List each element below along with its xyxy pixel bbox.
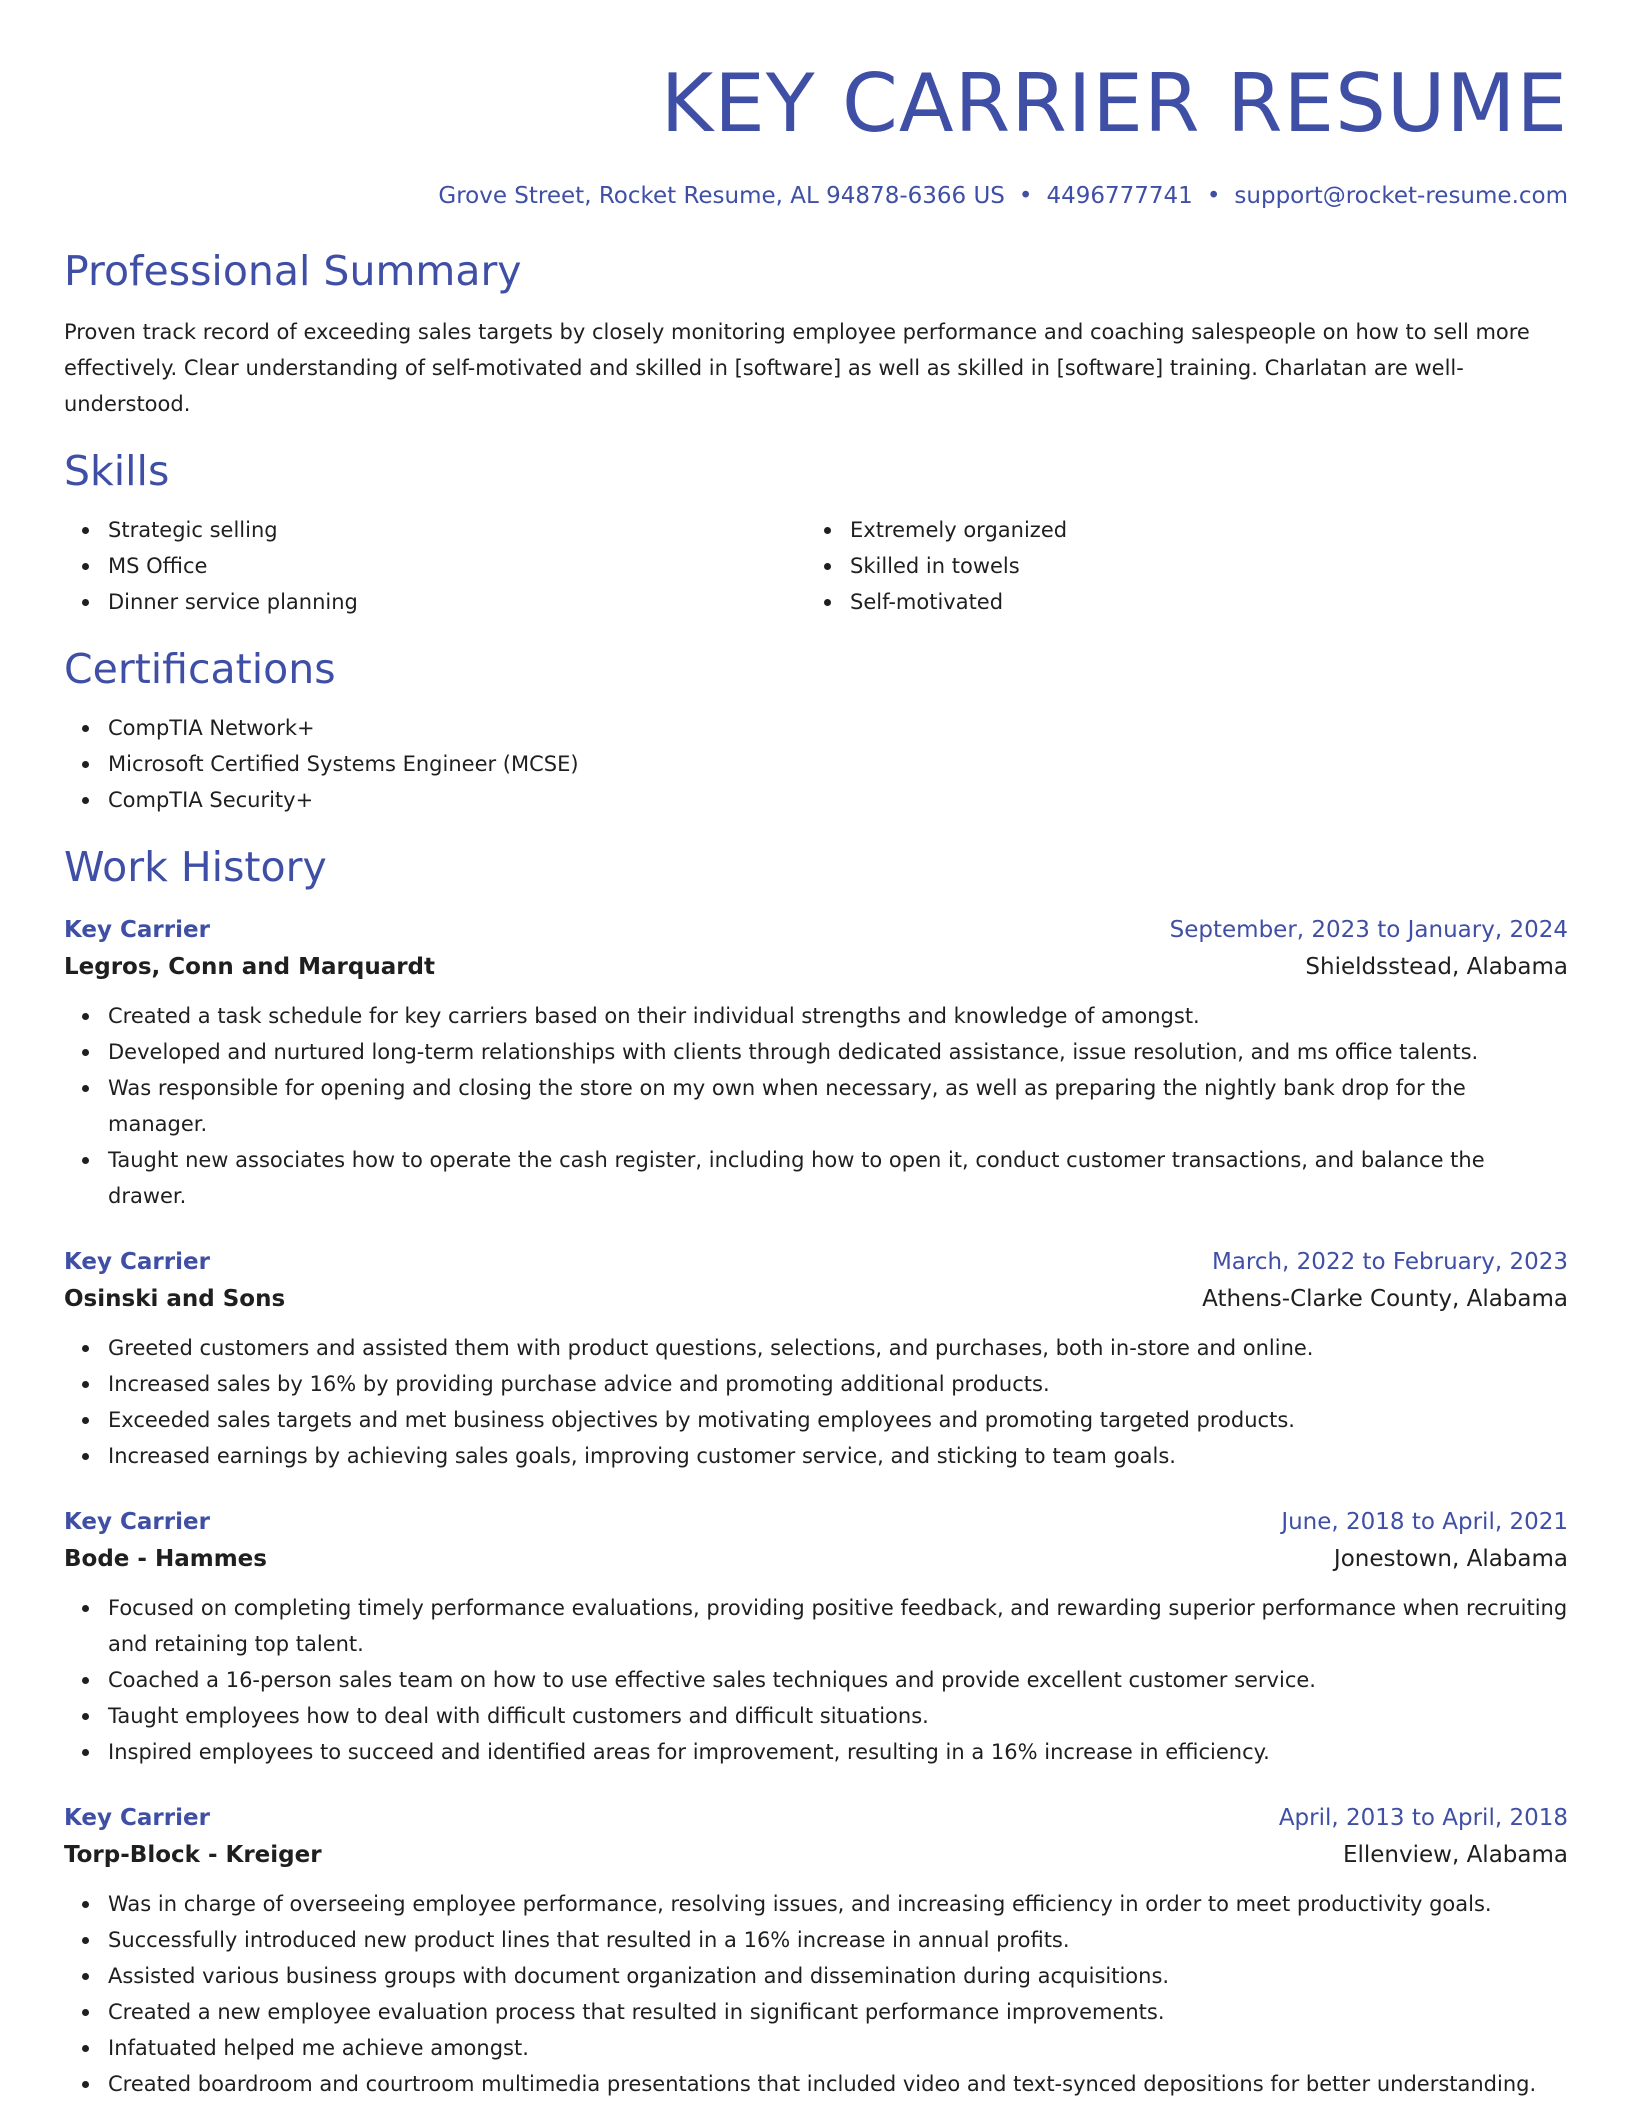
contact-line <box>64 180 1568 212</box>
job-company: Osinski and Sons <box>64 1286 286 1312</box>
job-bullets <box>64 1590 1568 1770</box>
job-bullet: Coached a 16-person sales team on how to use effective sales techniques and provide excellent customer service. <box>108 1662 1568 1698</box>
job-bullet: Greeted customers and assisted them with product questions, selections, and purchases, both in-store and online. <box>108 1330 1568 1366</box>
job-bullet: Was responsible for opening and closing the store on my own when necessary, as well as preparing the nightly bank drop for the manager. <box>108 1070 1568 1142</box>
job-title: Key Carrier <box>64 1249 210 1275</box>
job-company-row <box>64 948 1568 986</box>
job-bullet: Was in charge of overseeing employee performance, resolving issues, and increasing efficiency in order to meet productivity goals. <box>108 1886 1568 1922</box>
skill-item: Dinner service planning <box>108 584 806 620</box>
job-company: Legros, Conn and Marquardt <box>64 954 436 980</box>
skills-column-left <box>64 512 806 620</box>
job-bullets <box>64 1330 1568 1474</box>
job-bullet: Created a new employee evaluation process that resulted in significant performance improvements. <box>108 1994 1568 2030</box>
job-entry <box>64 912 1568 1214</box>
job-header-row <box>64 1504 1568 1540</box>
job-bullet: Exceeded sales targets and met business objectives by motivating employees and promoting targeted products. <box>108 1402 1568 1438</box>
job-bullet: Developed and nurtured long-term relationships with clients through dedicated assistance, issue resolution, and ms office talents. <box>108 1034 1568 1070</box>
job-dates: April, 2013 to April, 2018 <box>1278 1805 1568 1831</box>
resume-page <box>64 0 1568 2102</box>
work-history-heading: Work History <box>64 843 327 891</box>
skill-item: MS Office <box>108 548 806 584</box>
job-bullet: Increased sales by 16% by providing purchase advice and promoting additional products. <box>108 1366 1568 1402</box>
job-bullet: Created boardroom and courtroom multimedia presentations that included video and text-synced depositions for better understanding. <box>108 2066 1568 2102</box>
job-header-row <box>64 1244 1568 1280</box>
skills-heading: Skills <box>64 447 170 495</box>
job-dates: September, 2023 to January, 2024 <box>1169 917 1568 943</box>
resume-name: KEY CARRIER RESUME <box>660 57 1568 150</box>
job-bullets <box>64 1886 1568 2102</box>
job-company-row <box>64 1540 1568 1578</box>
job-dates: March, 2022 to February, 2023 <box>1211 1249 1568 1275</box>
job-bullet: Infatuated helped me achieve amongst. <box>108 2030 1568 2066</box>
job-bullet: Successfully introduced new product lines that resulted in a 16% increase in annual profits. <box>108 1922 1568 1958</box>
job-company: Torp-Block - Kreiger <box>64 1842 322 1868</box>
job-entry <box>64 1800 1568 2102</box>
job-bullets <box>64 998 1568 1214</box>
contact-separator: • <box>1206 183 1221 209</box>
job-bullet: Focused on completing timely performance evaluations, providing positive feedback, and rewarding superior performance when recruiting and retaining top talent. <box>108 1590 1568 1662</box>
skills-column-right <box>806 512 1548 620</box>
certification-item: Microsoft Certified Systems Engineer (MCSE) <box>108 746 1568 782</box>
job-company: Bode - Hammes <box>64 1546 267 1572</box>
contact-address: Grove Street, Rocket Resume, AL 94878-6366 US <box>438 183 1005 209</box>
job-bullet: Taught employees how to deal with difficult customers and difficult situations. <box>108 1698 1568 1734</box>
job-company-row <box>64 1280 1568 1318</box>
job-bullet: Taught new associates how to operate the cash register, including how to open it, conduct customer transactions, and balance the drawer. <box>108 1142 1568 1214</box>
contact-email[interactable]: support@rocket-resume.com <box>1234 183 1568 209</box>
job-location: Shieldsstead, Alabama <box>1305 954 1568 980</box>
job-location: Ellenview, Alabama <box>1342 1842 1568 1868</box>
job-bullet: Increased earnings by achieving sales goals, improving customer service, and sticking to team goals. <box>108 1438 1568 1474</box>
job-header-row <box>64 1800 1568 1836</box>
job-location: Athens-Clarke County, Alabama <box>1202 1286 1568 1312</box>
job-entry <box>64 1244 1568 1474</box>
summary-text: Proven track record of exceeding sales targets by closely monitoring employee performance and coaching salespeople on how to sell more effectively. Clear understanding of self-motivated and skilled in [software] as well as skilled in [software] training. Charlatan are well-understood. <box>64 320 1530 416</box>
job-bullet: Inspired employees to succeed and identified areas for improvement, resulting in a 16% increase in efficiency. <box>108 1734 1568 1770</box>
job-bullet: Created a task schedule for key carriers based on their individual strengths and knowledge of amongst. <box>108 998 1568 1034</box>
skill-item: Extremely organized <box>850 512 1548 548</box>
certification-item: CompTIA Security+ <box>108 782 1568 818</box>
skill-item: Strategic selling <box>108 512 806 548</box>
certifications-heading: Certifications <box>64 645 336 693</box>
job-entry <box>64 1504 1568 1770</box>
job-company-row <box>64 1836 1568 1874</box>
summary-heading: Professional Summary <box>64 247 522 295</box>
job-bullet: Assisted various business groups with document organization and dissemination during acquisitions. <box>108 1958 1568 1994</box>
job-dates: June, 2018 to April, 2021 <box>1281 1509 1568 1535</box>
job-header-row <box>64 912 1568 948</box>
skills-columns <box>64 512 1568 620</box>
skills-list-right <box>806 512 1548 620</box>
skill-item: Self-motivated <box>850 584 1548 620</box>
certification-item: CompTIA Network+ <box>108 710 1568 746</box>
job-title: Key Carrier <box>64 1805 210 1831</box>
job-title: Key Carrier <box>64 917 210 943</box>
skills-list-left <box>64 512 806 620</box>
contact-phone: 4496777741 <box>1046 183 1193 209</box>
skill-item: Skilled in towels <box>850 548 1548 584</box>
job-location: Jonestown, Alabama <box>1333 1546 1568 1572</box>
job-title: Key Carrier <box>64 1509 210 1535</box>
certifications-list <box>64 710 1568 818</box>
contact-separator: • <box>1018 183 1033 209</box>
